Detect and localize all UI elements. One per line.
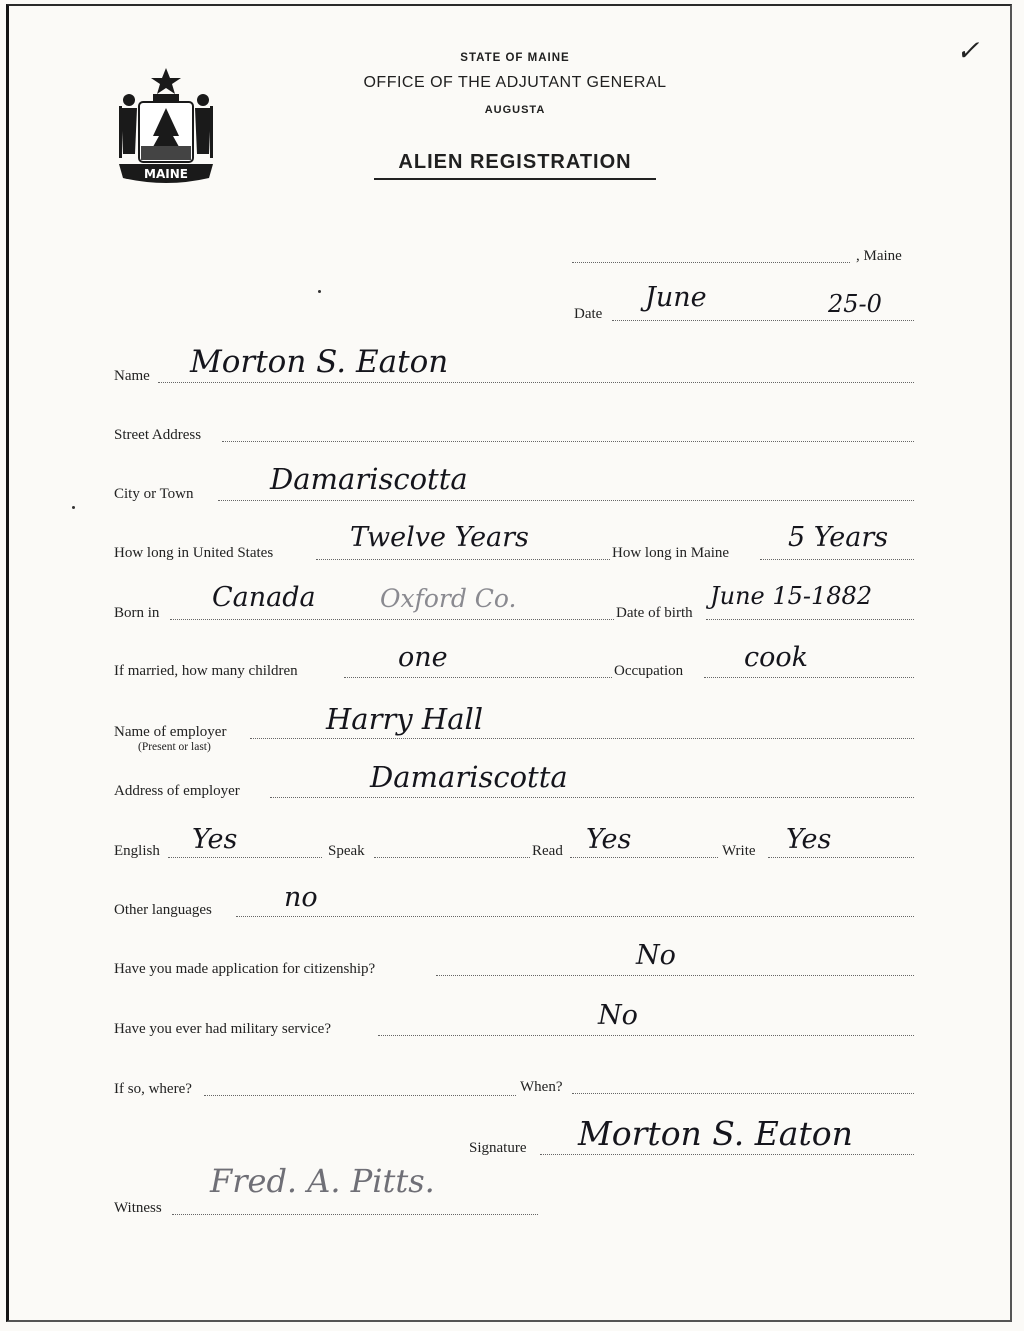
how-long-maine-label: How long in Maine bbox=[612, 545, 730, 561]
speak-label: Speak bbox=[328, 843, 365, 859]
employer-line bbox=[250, 738, 914, 739]
other-languages-label: Other languages bbox=[114, 902, 212, 918]
citizenship-label: Have you made application for citizenship? bbox=[114, 961, 376, 977]
date-label: Date bbox=[574, 306, 603, 322]
when-line bbox=[572, 1093, 914, 1094]
signature-line bbox=[540, 1154, 914, 1155]
employer-value[interactable]: Harry Hall bbox=[326, 702, 484, 736]
other-languages-line bbox=[236, 916, 914, 917]
location-line bbox=[572, 262, 850, 263]
military-value[interactable]: No bbox=[598, 1000, 638, 1031]
employer-sublabel: (Present or last) bbox=[138, 741, 211, 753]
city-line bbox=[218, 500, 914, 501]
how-long-maine-line bbox=[760, 559, 914, 560]
citizenship-value[interactable]: No bbox=[636, 940, 676, 971]
born-county-value[interactable]: Oxford Co. bbox=[380, 584, 517, 613]
date-month-value[interactable]: June bbox=[645, 282, 707, 313]
signature-label: Signature bbox=[469, 1140, 527, 1156]
date-day-value[interactable]: 25-0 bbox=[828, 290, 882, 318]
english-line bbox=[168, 857, 322, 858]
citizenship-line bbox=[436, 975, 914, 976]
city-value[interactable]: Damariscotta bbox=[270, 462, 468, 496]
signature-value[interactable]: Morton S. Eaton bbox=[578, 1114, 853, 1153]
date-line bbox=[612, 320, 914, 321]
header-city: AUGUSTA bbox=[484, 104, 546, 116]
paper-speck bbox=[318, 290, 321, 293]
employer-label: Name of employer bbox=[114, 724, 227, 740]
born-value[interactable]: Canada bbox=[212, 582, 316, 613]
street-label: Street Address bbox=[114, 427, 202, 443]
english-value[interactable]: Yes bbox=[192, 824, 238, 855]
where-label: If so, where? bbox=[114, 1081, 192, 1097]
street-line bbox=[222, 441, 914, 442]
write-line bbox=[768, 857, 914, 858]
occupation-label: Occupation bbox=[614, 663, 684, 679]
children-label: If married, how many children bbox=[114, 663, 298, 679]
occupation-value[interactable]: cook bbox=[744, 642, 808, 673]
form-title: ALIEN REGISTRATION bbox=[398, 151, 632, 173]
city-label: City or Town bbox=[114, 486, 194, 502]
children-value[interactable]: one bbox=[398, 642, 448, 673]
how-long-us-label: How long in United States bbox=[114, 545, 274, 561]
read-value[interactable]: Yes bbox=[586, 824, 632, 855]
maine-state-seal bbox=[113, 66, 219, 188]
witness-line bbox=[172, 1214, 538, 1215]
write-label: Write bbox=[722, 843, 756, 859]
how-long-maine-value[interactable]: 5 Years bbox=[788, 522, 889, 553]
how-long-us-line bbox=[316, 559, 610, 560]
dob-line bbox=[706, 619, 914, 620]
military-label: Have you ever had military service? bbox=[114, 1021, 331, 1037]
write-value[interactable]: Yes bbox=[786, 824, 832, 855]
name-label: Name bbox=[114, 368, 150, 384]
how-long-us-value[interactable]: Twelve Years bbox=[350, 522, 529, 553]
born-label: Born in bbox=[114, 605, 160, 621]
check-mark: ✓ bbox=[956, 34, 980, 67]
witness-value[interactable]: Fred. A. Pitts. bbox=[210, 1162, 435, 1200]
read-label: Read bbox=[532, 843, 563, 859]
occupation-line bbox=[704, 677, 914, 678]
dob-value[interactable]: June 15-1882 bbox=[710, 582, 873, 610]
header-office: OFFICE OF THE ADJUTANT GENERAL bbox=[363, 74, 667, 91]
paper-speck bbox=[72, 506, 75, 509]
english-label: English bbox=[114, 843, 160, 859]
born-line bbox=[170, 619, 614, 620]
witness-label: Witness bbox=[114, 1200, 162, 1216]
name-value[interactable]: Morton S. Eaton bbox=[190, 344, 449, 380]
other-languages-value[interactable]: no bbox=[284, 882, 318, 913]
seal-banner-text: MAINE bbox=[144, 167, 188, 181]
children-line bbox=[344, 677, 612, 678]
employer-address-label: Address of employer bbox=[114, 783, 240, 799]
header-state: STATE OF MAINE bbox=[460, 52, 570, 64]
dob-label: Date of birth bbox=[616, 605, 693, 621]
maine-label: , Maine bbox=[856, 248, 902, 264]
employer-address-value[interactable]: Damariscotta bbox=[370, 760, 568, 794]
when-label: When? bbox=[520, 1079, 563, 1095]
where-line bbox=[204, 1095, 516, 1096]
employer-address-line bbox=[270, 797, 914, 798]
name-line bbox=[158, 382, 914, 383]
speak-line bbox=[374, 857, 530, 858]
title-underline bbox=[374, 178, 656, 180]
read-line bbox=[570, 857, 718, 858]
military-line bbox=[378, 1035, 914, 1036]
